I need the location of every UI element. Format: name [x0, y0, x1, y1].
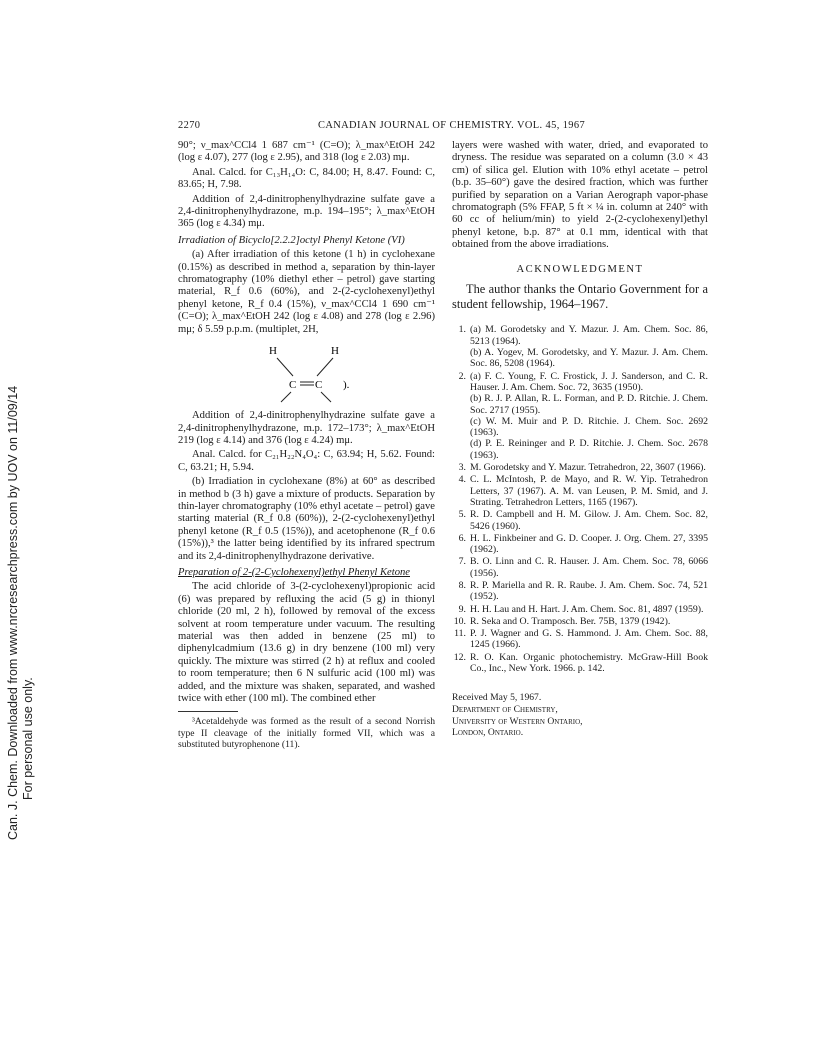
university: University of Western Ontario, — [452, 715, 583, 727]
structure-h-right: H — [331, 345, 339, 358]
paragraph-irradiation-a: (a) After irradiation of this ketone (1 h) in cyclohexane (0.15%) as described in method a, separation by thin-layer chromatography (10% diethyl ether – petrol) gave starting material, R_f 0.6 (60%), and 2-(2-cyclohexenyl)ethyl phenyl ketone, R_f 0.4 (15%), ν_max^CCl4 1 690 cm⁻¹ (C=O); λ_max^EtOH 242 (log ε 4.08) and 278 (log ε 2.96) mμ; δ 5.59 p.p.m. (multiplet, 2H, — [178, 249, 435, 335]
received-date: Received May 5, 1967. — [452, 692, 542, 704]
reference-item — [452, 509, 708, 532]
page-number: 2270 — [178, 120, 201, 131]
paragraph-analysis-1: Anal. Calcd. for C₁₃H₁₄O: C, 84.00; H, 8.47. Found: C, 83.65; H, 7.98. — [178, 166, 435, 191]
reference-citation: (d) P. E. Reininger and P. D. Ritchie. J. Chem. Soc. 2678 (1963). — [470, 438, 708, 461]
reference-number: 1. — [458, 324, 466, 336]
reference-citation: (c) W. M. Muir and P. D. Ritchie. J. Chem. Soc. 2692 (1963). — [470, 415, 708, 439]
reference-citation: R. D. Campbell and H. M. Gilow. J. Am. Chem. Soc. 82, 5426 (1960). — [470, 509, 708, 532]
journal-title: CANADIAN JOURNAL OF CHEMISTRY. VOL. 45, 1967 — [318, 120, 586, 131]
reference-citation: (b) R. J. P. Allan, R. L. Forman, and P. D. Ritchie. J. Chem. Soc. 2717 (1955). — [470, 393, 708, 416]
structure-bond-right — [317, 358, 333, 376]
running-head — [178, 120, 708, 136]
structure-c-left: C — [289, 379, 297, 392]
footnote: ³Acetaldehyde was formed as the result of a second Norrish type II cleavage of the initially formed VII, which was a substituted butyrophenone (11). — [178, 716, 435, 750]
reference-item — [452, 628, 708, 651]
acknowledgment-text: The author thanks the Ontario Government for a student fellowship, 1964–1967. — [452, 282, 708, 312]
reference-citation: R. Seka and O. Tramposch. Ber. 75B, 1379 (1942). — [470, 615, 671, 627]
reference-item — [452, 462, 708, 473]
structure-bond-lower-right — [321, 392, 331, 402]
right-column — [452, 140, 708, 739]
reference-item — [452, 580, 708, 603]
reference-citation: B. O. Linn and C. R. Hauser. J. Am. Chem. Soc. 78, 6066 (1956). — [470, 556, 708, 579]
paragraph-irradiation-b: (b) Irradiation in cyclohexane (8%) at 60° as described in method b (3 h) gave a mixture of products. Separation by thin-layer chromatography (10% ethyl acetate – petrol) gave starting material (R_f 0.8 (60%)), 2-(2-cyclohexenyl)ethyl phenyl ketone (R_f 0.5 (15%)), and acetophenone (R_f 0.6 (15%)),³ the latter being identified by its infrared spectrum and its 2,4-dinitrophenylhydrazone derivative. — [178, 476, 435, 562]
reference-citation: C. L. McIntosh, P. de Mayo, and R. W. Yip. Tetrahedron Letters, 37 (1967). A. M. van Leusen, P. M. Smid, and J. Strating. Tetrahedron Letters, 1165 (1967). — [470, 474, 708, 508]
received-block — [452, 692, 708, 738]
structure-suffix: ). — [343, 379, 350, 392]
reference-number: 3. — [458, 462, 466, 474]
reference-citation: P. J. Wagner and G. S. Hammond. J. Am. Chem. Soc. 88, 1245 (1966). — [470, 628, 708, 651]
reference-citation: H. L. Finkbeiner and G. D. Cooper. J. Org. Chem. 27, 3395 (1962). — [470, 532, 708, 556]
reference-citation: M. Gorodetsky and Y. Mazur. Tetrahedron, 22, 3607 (1966). — [470, 462, 706, 474]
reference-citation: (a) F. C. Young, F. C. Frostick, J. J. Sanderson, and C. R. Hauser. J. Am. Chem. Soc. 72, 3635 (1950). — [470, 370, 708, 393]
reference-item — [452, 474, 708, 508]
reference-citation: R. P. Mariella and R. R. Raube. J. Am. Chem. Soc. 74, 521 (1952). — [470, 580, 708, 603]
reference-number: 9. — [458, 603, 466, 615]
structure-bond-left — [277, 358, 293, 376]
reference-number: 11. — [454, 628, 466, 640]
reference-citation: (a) M. Gorodetsky and Y. Mazur. J. Am. Chem. Soc. 86, 5213 (1964). — [470, 324, 708, 347]
reference-item — [452, 652, 708, 675]
footnote-rule — [178, 711, 238, 712]
reference-number: 6. — [458, 532, 466, 544]
paragraph-preparation: The acid chloride of 3-(2-cyclohexenyl)propionic acid (6) was prepared by refluxing the acid (5 g) in thionyl chloride (20 ml, 2 h), followed by removal of the excess solvent at room temperature under vacuum. The resulting material was then added in benzene (25 ml) to diphenylcadmium (13.6 g) in dry benzene (100 ml) very quickly. The mixture was stirred (2 h) at reflux and cooled to room temperature; then 6 N sulfuric acid (100 ml) was added, and the mixture was shaken, separated, and washed twice with ether (100 ml). The combined ether — [178, 581, 435, 705]
reference-citation: (b) A. Yogev, M. Gorodetsky, and Y. Mazur. J. Am. Chem. Soc. 86, 5208 (1964). — [470, 347, 708, 370]
reference-item — [452, 556, 708, 579]
reference-number: 8. — [458, 580, 466, 591]
watermark-line-source: Can. J. Chem. Downloaded from www.nrcresearchpress.com by UOV on 11/09/14 — [6, 385, 20, 840]
city: London, Ontario. — [452, 727, 524, 739]
department: Department of Chemistry, — [452, 703, 558, 715]
download-watermark — [0, 280, 40, 840]
section-heading-preparation: Preparation of 2-(2-Cyclohexenyl)ethyl Phenyl Ketone — [178, 566, 410, 578]
acknowledgment-heading: ACKNOWLEDGMENT — [516, 263, 644, 275]
reference-item — [452, 616, 708, 627]
structure-bond-lower-left — [281, 392, 291, 402]
paragraph-continuation: layers were washed with water, dried, and evaporated to dryness. The residue was separated on a column (3.0 × 43 cm) of silica gel. Elution with 10% ethyl acetate – petrol (b.p. 35–60°) gave the desired fraction, which was further purified by separation on a Varian Aerograph vapor-phase chromatograph (5% FFAP, 5 ft × ¼ in. column at 240° with 60 cc of helium/min) to yield 2-(2-cyclohexenyl)ethyl phenyl ketone, b.p. 87° at 0.1 mm, identical with that obtained from the above irradiations. — [452, 140, 708, 251]
reference-number: 2. — [458, 370, 466, 382]
watermark-line-usage: For personal use only. — [21, 677, 35, 800]
reference-item — [452, 324, 708, 369]
paragraph-analysis-2: Anal. Calcd. for C₂₁H₂₂N₄O₄: C, 63.94; H, 5.62. Found: C, 63.21; H, 5.94. — [178, 449, 435, 473]
reference-number: 7. — [458, 556, 466, 568]
reference-citation: R. O. Kan. Organic photochemistry. McGraw-Hill Book Co., Inc., New York. 1966. p. 142. — [470, 651, 708, 675]
paragraph-spectra: 90°; ν_max^CCl4 1 687 cm⁻¹ (C=O); λ_max^EtOH 242 (log ε 4.07), 277 (log ε 2.95), and 318 (log ε 2.03) mμ. — [178, 140, 435, 164]
reference-number: 4. — [458, 474, 466, 486]
reference-list — [452, 324, 708, 674]
section-heading-irradiation: Irradiation of Bicyclo[2.2.2]octyl Phenyl Ketone (VI) — [178, 234, 405, 246]
alkene-structure-diagram — [263, 342, 363, 404]
paragraph-hydrazone-1: Addition of 2,4-dinitrophenylhydrazine sulfate gave a 2,4-dinitrophenylhydrazone, m.p. 194–195°; λ_max^EtOH 365 (log ε 4.34) mμ. — [178, 193, 435, 230]
reference-number: 12. — [453, 651, 466, 663]
structure-c-right: C — [315, 379, 323, 392]
reference-item — [452, 533, 708, 556]
reference-item — [452, 604, 708, 615]
structure-h-left: H — [269, 345, 277, 358]
left-column — [178, 140, 435, 750]
reference-number: 10. — [453, 615, 466, 627]
reference-item — [452, 371, 708, 461]
paragraph-hydrazone-2: Addition of 2,4-dinitrophenylhydrazine sulfate gave a 2,4-dinitrophenylhydrazone, m.p. 172–173°; λ_max^EtOH 219 (log ε 4.14) and 376 (log ε 4.24) mμ. — [178, 410, 435, 446]
reference-citation: H. H. Lau and H. Hart. J. Am. Chem. Soc. 81, 4897 (1959). — [470, 603, 704, 615]
reference-number: 5. — [458, 509, 466, 521]
